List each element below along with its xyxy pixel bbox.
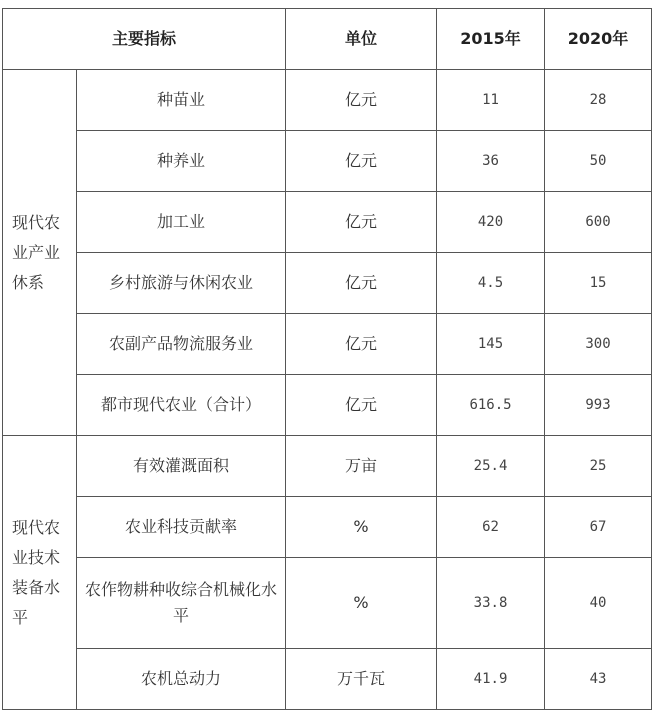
value-2020: 993 bbox=[545, 375, 652, 436]
value-2015: 41.9 bbox=[437, 649, 545, 710]
table-row bbox=[3, 192, 652, 253]
value-2015: 145 bbox=[437, 314, 545, 375]
table-row bbox=[3, 558, 652, 649]
value-2015: 11 bbox=[437, 70, 545, 131]
unit-cell: 亿元 bbox=[286, 314, 437, 375]
unit-cell: % bbox=[286, 497, 437, 558]
indicator-name: 农业科技贡献率 bbox=[77, 497, 286, 558]
value-2020: 15 bbox=[545, 253, 652, 314]
header-unit: 单位 bbox=[286, 9, 437, 70]
indicator-name: 乡村旅游与休闲农业 bbox=[77, 253, 286, 314]
category-cell bbox=[3, 436, 77, 710]
table-row bbox=[3, 375, 652, 436]
header-2015: 2015年 bbox=[437, 9, 545, 70]
unit-cell: 亿元 bbox=[286, 192, 437, 253]
value-2015: 4.5 bbox=[437, 253, 545, 314]
indicator-name: 都市现代农业（合计） bbox=[77, 375, 286, 436]
table-row bbox=[3, 314, 652, 375]
value-2015: 420 bbox=[437, 192, 545, 253]
value-2020: 67 bbox=[545, 497, 652, 558]
value-2020: 25 bbox=[545, 436, 652, 497]
value-2015: 616.5 bbox=[437, 375, 545, 436]
indicator-name: 农副产品物流服务业 bbox=[77, 314, 286, 375]
table-header-row bbox=[3, 9, 652, 70]
value-2015: 62 bbox=[437, 497, 545, 558]
indicator-name: 种苗业 bbox=[77, 70, 286, 131]
category-cell bbox=[3, 70, 77, 436]
unit-cell: 万亩 bbox=[286, 436, 437, 497]
value-2020: 28 bbox=[545, 70, 652, 131]
value-2020: 50 bbox=[545, 131, 652, 192]
table-row bbox=[3, 436, 652, 497]
indicator-table bbox=[2, 8, 652, 710]
category-label: 现代农业技术装备水平 bbox=[12, 517, 61, 627]
value-2020: 300 bbox=[545, 314, 652, 375]
indicator-name: 农作物耕种收综合机械化水平 bbox=[77, 558, 286, 649]
indicator-name: 种养业 bbox=[77, 131, 286, 192]
indicator-name: 有效灌溉面积 bbox=[77, 436, 286, 497]
value-2020: 600 bbox=[545, 192, 652, 253]
value-2015: 36 bbox=[437, 131, 545, 192]
table-row bbox=[3, 649, 652, 710]
unit-cell: 万千瓦 bbox=[286, 649, 437, 710]
unit-cell: 亿元 bbox=[286, 375, 437, 436]
unit-cell: 亿元 bbox=[286, 131, 437, 192]
value-2015: 33.8 bbox=[437, 558, 545, 649]
indicator-name: 农机总动力 bbox=[77, 649, 286, 710]
header-indicator: 主要指标 bbox=[3, 9, 286, 70]
table-row bbox=[3, 70, 652, 131]
unit-cell: 亿元 bbox=[286, 253, 437, 314]
indicator-name: 加工业 bbox=[77, 192, 286, 253]
unit-cell: % bbox=[286, 558, 437, 649]
value-2020: 43 bbox=[545, 649, 652, 710]
value-2020: 40 bbox=[545, 558, 652, 649]
table-row bbox=[3, 497, 652, 558]
category-label: 现代农业产业休系 bbox=[12, 212, 61, 292]
header-2020: 2020年 bbox=[545, 9, 652, 70]
unit-cell: 亿元 bbox=[286, 70, 437, 131]
value-2015: 25.4 bbox=[437, 436, 545, 497]
table-row bbox=[3, 131, 652, 192]
table-row bbox=[3, 253, 652, 314]
